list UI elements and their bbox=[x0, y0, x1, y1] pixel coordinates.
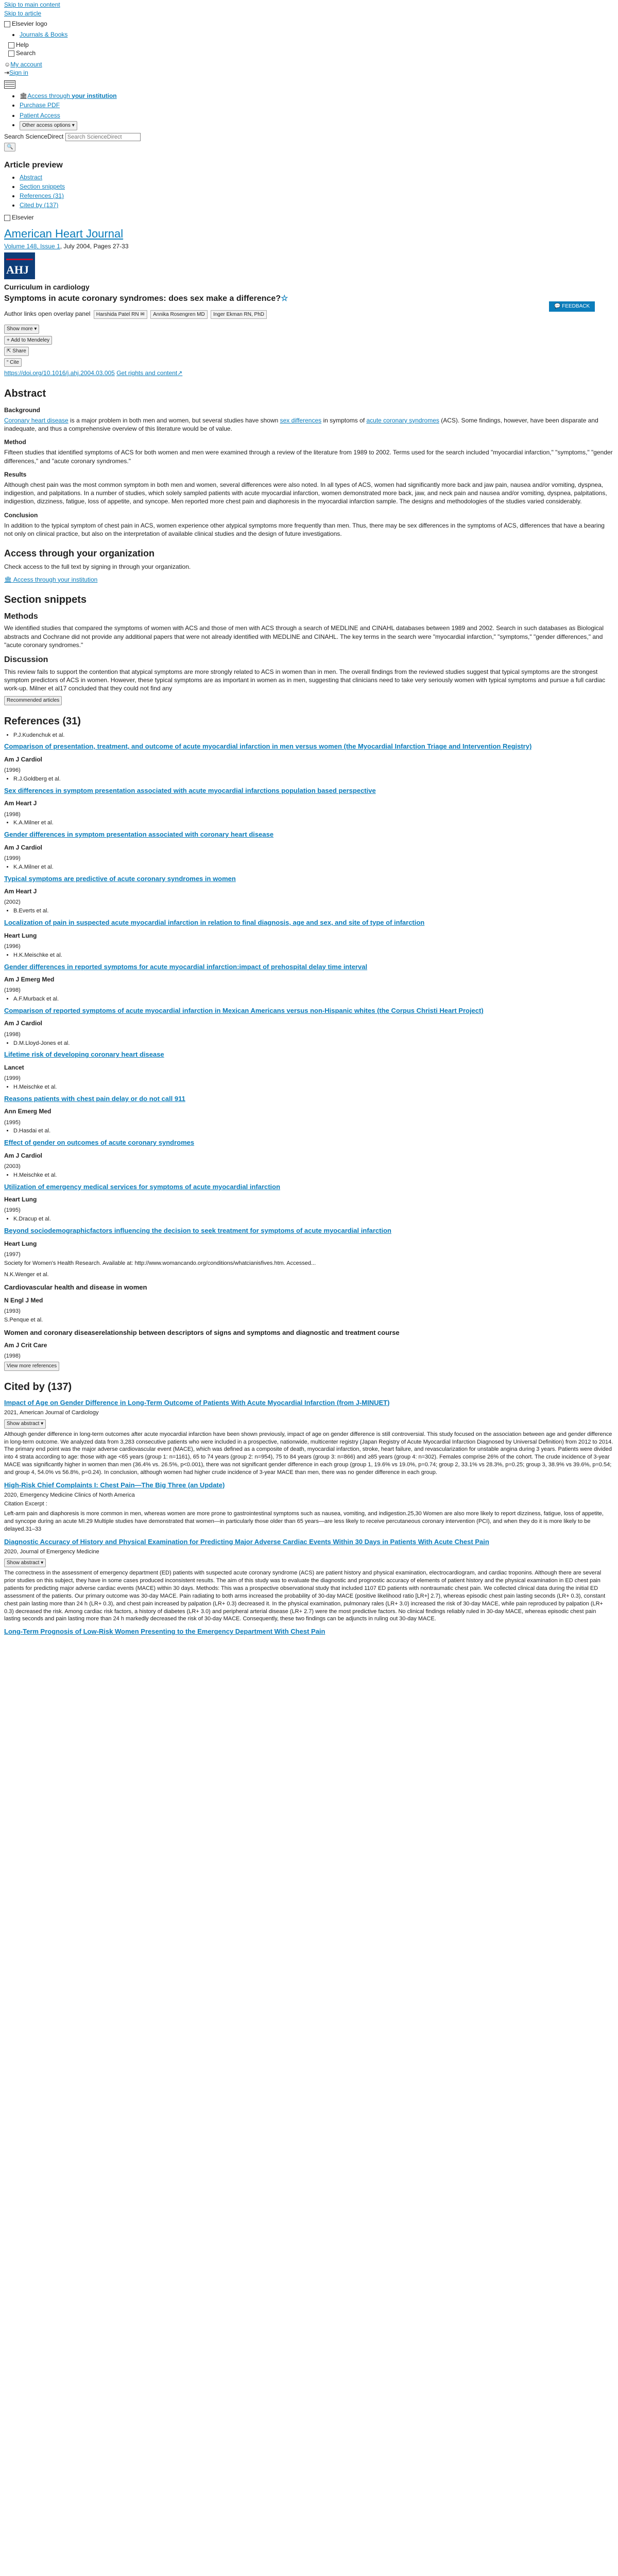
author-chip[interactable] bbox=[150, 310, 208, 319]
view-more-references-button[interactable] bbox=[4, 1362, 59, 1371]
discussion-heading: Discussion bbox=[4, 655, 48, 664]
reference-journal: Am Heart J bbox=[4, 800, 37, 807]
search-submit-button[interactable] bbox=[4, 142, 614, 152]
reference-year: (2003) bbox=[4, 1163, 21, 1170]
conclusion-heading: Conclusion bbox=[4, 511, 38, 519]
date-pages: , July 2004, Pages 27-33 bbox=[60, 243, 129, 250]
share-icon: ⇱ bbox=[7, 348, 11, 354]
search-icon: 🔍 bbox=[4, 143, 15, 152]
journal-cover-image[interactable] bbox=[4, 252, 35, 279]
logo-alt-text: Elsevier logo bbox=[12, 20, 47, 28]
author-chip[interactable] bbox=[94, 310, 147, 319]
reference-item bbox=[4, 907, 614, 950]
reference-year: (1998) bbox=[4, 811, 21, 818]
reference-year: (1995) bbox=[4, 1119, 21, 1126]
feedback-button[interactable] bbox=[549, 301, 595, 312]
cited-by-heading: Cited by (137) bbox=[4, 1381, 72, 1393]
article-preview-heading: Article preview bbox=[4, 161, 63, 170]
skip-to-article-link[interactable]: Skip to article bbox=[4, 10, 42, 18]
broken-image-icon bbox=[4, 21, 10, 27]
show-abstract-button[interactable]: Show abstract ▾ bbox=[4, 1558, 46, 1568]
access-options-list bbox=[4, 92, 614, 109]
coronary-heart-disease-link[interactable]: Coronary heart disease bbox=[4, 416, 68, 424]
cited-article-link[interactable]: High-Risk Chief Complaints I: Chest Pain—The Big Three (an Update) bbox=[4, 1481, 225, 1489]
cited-abstract: Left-arm pain and diaphoresis is more common in men, whereas women are more prone to gastrointestinal symptoms such as nausea, vomiting, and indigestion.25,30 Women are also more likely to report dizziness, fatigue, loss of appetite, and syncope during an acute MI.29 Multiple studies have demonstrated that women—in particularly those older than 65 years—are less likely to receive percutaneous coronary intervention (PCI), and when they do it is more likely to be delayed.31–33 bbox=[4, 1511, 604, 1532]
reference-title-link[interactable]: Gender differences in symptom presentation associated with coronary heart disease bbox=[4, 831, 274, 839]
reference-year: (1995) bbox=[4, 1207, 21, 1214]
reference-journal: Ann Emerg Med bbox=[4, 1108, 52, 1115]
reference-year: (1999) bbox=[4, 855, 21, 861]
cited-abstract: The correctness in the assessment of emergency department (ED) patients with suspected acute coronary syndrome (ACS) are patient history and physical examination, electrocardiogram, and cardiac troponins. Although there are several prior studies on this subject, they have in some cases produced inconsistent results. The aim of this study was to evaluate the diagnostic and prognostic accuracy of elements of patient history and the physical examination in ED chest pain patients for predicting major adverse cardiac events (MACE) within 30 days. Methods: This was a prospective observational study that included 1107 ED patients with nontraumatic chest pain. We collected clinical data during the initial ED assessment of the patients. Our primary outcome was 30-day MACE. Pain radiating to both arms increased the probability of 30-day MACE (positive likelihood ratio [LR+] 2.7), whereas episodic chest pain lasting seconds (LR+ 0.3), constant chest pain lasting more than 24 h (LR+ 0.3), and chest pain increased by palpation (LR+ 0.3) decreased it. In the physical examination, pulmonary rales (LR+ 3.0) increased the risk of 30-day MACE, while pain reproduced by palpation (LR+ 0.3) decreased the risk. Among cardiac risk factors, a history of diabetes (LR+ 3.0) and peripheral arterial disease (LR+ 2.7) were the most predictive factors. No clinical findings reliably ruled in 30-day MACE, whereas episodic chest pain lasting seconds and pain lasting more than 24 h markedly decreased the risk of 30-day MACE. Consequently, these two findings can be adjuncts in ruling out 30-day MACE. bbox=[4, 1570, 606, 1622]
cited-source: 2020, Emergency Medicine Clinics of North America bbox=[4, 1492, 135, 1499]
chevron-down-icon: ▾ bbox=[72, 123, 75, 129]
external-link-icon: ↗ bbox=[177, 369, 183, 377]
reference-year: (1996) bbox=[4, 943, 21, 950]
star-icon[interactable]: ☆ bbox=[281, 294, 288, 303]
reference-journal: Am J Emerg Med bbox=[4, 976, 55, 984]
reference-journal: Am J Cardiol bbox=[4, 755, 43, 763]
article-title-text: Symptoms in acute coronary syndromes: does sex make a difference? bbox=[4, 294, 281, 303]
results-heading: Results bbox=[4, 470, 27, 478]
acs-link[interactable]: acute coronary syndromes bbox=[366, 416, 439, 424]
purchase-pdf-link[interactable]: Purchase PDF bbox=[20, 101, 60, 109]
reference-title: Cardiovascular health and disease in women bbox=[4, 1283, 147, 1292]
cited-by-item bbox=[4, 1627, 614, 1636]
reference-journal: Am J Cardiol bbox=[4, 843, 43, 851]
share-button[interactable] bbox=[4, 347, 29, 356]
search-bar bbox=[4, 132, 614, 141]
institution-icon: 🏛 bbox=[20, 92, 28, 99]
primary-nav bbox=[4, 30, 614, 39]
reference-item bbox=[4, 952, 614, 994]
access-institution-label: Access through your institution bbox=[13, 575, 98, 583]
references-heading: References (31) bbox=[4, 715, 81, 727]
reference-title-link[interactable]: Effect of gender on outcomes of acute coronary syndromes bbox=[4, 1139, 195, 1147]
reference-journal: Am J Crit Care bbox=[4, 1342, 47, 1349]
reference-title: Women and coronary diseaserelationship between descriptors of signs and symptoms and diagnostic and treatment course bbox=[4, 1328, 400, 1336]
reference-year: (1993) bbox=[4, 1308, 21, 1315]
reference-authors: • R.J.Goldberg et al. bbox=[13, 775, 614, 783]
reference-item bbox=[4, 1215, 614, 1258]
reference-title-link[interactable]: Gender differences in reported symptoms for acute myocardial infarction:impact of prehospital delay time interval bbox=[4, 962, 368, 971]
background-text bbox=[4, 416, 614, 433]
patient-access-link[interactable]: Patient Access bbox=[20, 111, 60, 119]
show-abstract-label: Show abstract bbox=[7, 1421, 40, 1427]
my-account-label: My account bbox=[10, 61, 42, 69]
envelope-icon: ✉ bbox=[140, 311, 145, 317]
reference-year: (2002) bbox=[4, 899, 21, 906]
reference-item bbox=[4, 1040, 614, 1082]
reference-journal: Am J Cardiol bbox=[4, 1151, 43, 1159]
reference-year: (1996) bbox=[4, 767, 21, 774]
cited-article-link[interactable]: Impact of Age on Gender Difference in Long-Term Outcome of Patients With Acute Myocardial Infarction (from J-MINUET) bbox=[4, 1398, 390, 1406]
sign-in-label: Sign in bbox=[9, 69, 28, 77]
search-label: Search bbox=[16, 49, 36, 57]
reference-journal: Am Heart J bbox=[4, 888, 37, 895]
reference-journal: Heart Lung bbox=[4, 931, 37, 939]
discussion-text: This review fails to support the contention that atypical symptoms are more strongly related to ACS in women than in men. The overall findings from the reviewed studies suggest that typical symptoms are the strongest symptom predictors of ACS in women. However, these typical symptoms are as important in women as in men, suggesting that clinicians need to take very seriously women with typical symptoms and pursue a full cardiac work-up. Milner et al17 concluded that they could not find any bbox=[4, 668, 606, 692]
author-name: Annika Rosengren MD bbox=[153, 311, 205, 317]
reference-title-link[interactable]: Comparison of presentation, treatment, and outcome of acute myocardial infarction in men versus women (the Myocardial Infarction Triage and Intervention Registry) bbox=[4, 742, 532, 751]
author-chip[interactable] bbox=[211, 310, 267, 319]
methods-heading: Methods bbox=[4, 612, 38, 621]
access-institution-button[interactable] bbox=[4, 576, 97, 583]
journal-logo-text: AHJ bbox=[6, 263, 29, 276]
reference-journal: Am J Cardiol bbox=[4, 1020, 43, 1027]
background-text-part: is a major problem in both men and women, but several studies have shown bbox=[68, 416, 280, 424]
search-input[interactable] bbox=[65, 133, 141, 141]
reference-source: Society for Women's Health Research. Available at: http://www.womancando.org/conditions/whatcianisfives.htm. Accessed... bbox=[4, 1260, 316, 1266]
reference-authors: • K.Dracup et al. bbox=[13, 1215, 614, 1223]
cited-by-item bbox=[4, 1537, 614, 1623]
reference-title-link[interactable]: Beyond sociodemographicfactors influencing the decision to seek treatment for symptoms of acute myocardial infarction bbox=[4, 1227, 391, 1235]
access-institution-item[interactable] bbox=[20, 92, 614, 100]
my-account-link[interactable] bbox=[4, 60, 614, 69]
reference-year: (1998) bbox=[4, 987, 21, 994]
reference-item bbox=[4, 775, 614, 818]
method-heading: Method bbox=[4, 438, 26, 446]
reference-authors: S.Penque et al. bbox=[4, 1316, 43, 1323]
cited-source: 2020, Journal of Emergency Medicine bbox=[4, 1549, 99, 1555]
reference-item bbox=[4, 732, 614, 774]
cited-abstract: Although gender difference in long-term outcomes after acute myocardial infarction have been shown previously, impact of age on gender difference is still controversial. This study focused on the association between age and gender difference in long-term outcome. We analyzed data from 3,283 consecutive patients who were included in a prospective, nationwide, multicenter registry (Japan Registry of Acute Myocardial Infarction Diagnosed by Universal Definition) from 2012 to 2014. The primary end point was the major adverse cardiovascular event (MACE), which was defined as a composite of death, myocardial infarction, stroke, heart failure, and revascularization for unstable angina during 3 years. Patients were divided into 4 strata according to age: those with age <65 years (group 1: n=1161), 65 to 74 years (group 2: n=954), 75 to 84 years (group 3: n=866) and ≥85 years (group 4: n=302). Females comprise 26% of the cohort. The crude incidence of 3-year MACE was significantly higher in women than men (36.4% vs. 26.5%, p<0.001), there was not significant gender difference in each group (group 1, 19.6% vs 19.0%, p=0.74; group 2, 33.1% vs 28.3%, p=0.25; group 3, 38.9% vs 39.6%, p=0.54; and group 4, 54.0% vs 56.8%, p=0.24). In conclusion, although women had higher crude incidence of 3-year MACE than men, there was no gender difference in each group. bbox=[4, 1431, 613, 1476]
reference-item bbox=[4, 1172, 614, 1214]
cited-by-item bbox=[4, 1481, 614, 1533]
reference-title-link[interactable]: Comparison of reported symptoms of acute myocardial infarction in Mexican Americans versus non-Hispanic whites (the Corpus Christi Heart Project) bbox=[4, 1006, 484, 1014]
show-abstract-label: Show abstract bbox=[7, 1560, 40, 1566]
sex-differences-link[interactable]: sex differences bbox=[280, 416, 322, 424]
reference-item bbox=[4, 863, 614, 906]
sign-in-link[interactable] bbox=[4, 69, 614, 77]
skip-to-main-link[interactable]: Skip to main content bbox=[4, 1, 60, 8]
journals-books-link[interactable]: Journals & Books bbox=[20, 30, 68, 38]
search-button[interactable] bbox=[8, 49, 614, 57]
plus-icon: + bbox=[7, 337, 10, 343]
methods-text: We identified studies that compared the symptoms of women with ACS and those of men with ACS through a search of MEDLINE and CINAHL databases between 1989 and 2002. Search in such databases as Biological abstracts and Cochrane did not provide any additional papers that were not already identified with MEDLINE and CINAHL. The key terms in the search were "myocardial infarction," "symptoms," "gender differences," and "acute coronary syndromes." bbox=[4, 624, 604, 649]
article-category: Curriculum in cardiology bbox=[4, 283, 90, 292]
your-institution-text: your institution bbox=[72, 92, 117, 99]
publisher-logo[interactable] bbox=[4, 213, 614, 222]
access-org-text: Check access to the full text by signing in through your organization. bbox=[4, 563, 191, 571]
author-name: Harshida Patel RN bbox=[96, 311, 139, 317]
abstract-link[interactable]: Abstract bbox=[20, 173, 43, 181]
chat-icon: 💬 bbox=[554, 303, 561, 309]
reference-journal: Heart Lung bbox=[4, 1196, 37, 1204]
doi-link[interactable]: https://doi.org/10.1016/j.ahj.2004.03.005 bbox=[4, 369, 115, 377]
background-text-part: (ACS). Some findings, however, have been disparate and inadequate, and thus a comprehensive overview of this literature would be of value. bbox=[4, 416, 598, 433]
journal-title-link[interactable]: American Heart Journal bbox=[4, 227, 124, 240]
reference-authors: • K.A.Milner et al. bbox=[13, 863, 614, 871]
results-text: Although chest pain was the most common symptom in both men and women, several differences were also noted. In all types of ACS, women had significantly more back and jaw pain, nausea and/or vomiting, dyspnea, indigestion, and palpitations. In a number of studies, which solely sampled patients with acute myocardial infarction, women demonstrated more back, jaw, and neck pain and nausea and/or vomiting, dyspnea, palpitations, indigestion, dizziness, fatigue, loss of appetite, and syncope. Men reported more chest pain and diaphoresis in the myocardial infarction sample. The designs and methodologies of the studies varied considerably. bbox=[4, 481, 607, 505]
method-text: Fifteen studies that identified symptoms of ACS for both women and men were examined through a review of the literature from 1989 to 2002. Terms used for the search included "myocardial infarction," "symptoms," "gender differences," and "acute coronary syndromes." bbox=[4, 449, 613, 465]
background-heading: Background bbox=[4, 406, 41, 414]
reference-journal: Lancet bbox=[4, 1063, 24, 1071]
article-title bbox=[4, 293, 614, 304]
broken-image-icon bbox=[4, 215, 10, 221]
citation-excerpt-label: Citation Excerpt : bbox=[4, 1501, 47, 1507]
reference-item bbox=[4, 995, 614, 1038]
access-through-text: Access through bbox=[27, 92, 70, 99]
rights-link[interactable] bbox=[116, 369, 182, 377]
view-more-label: View more references bbox=[7, 1363, 57, 1369]
reference-title-link[interactable]: Localization of pain in suspected acute myocardial infarction in relation to final diagnosis, age and sex, and site of type of infarction bbox=[4, 919, 425, 927]
quote-icon: “ bbox=[7, 359, 9, 365]
feedback-label: FEEDBACK bbox=[562, 303, 590, 309]
references-link[interactable]: References (31) bbox=[20, 192, 64, 200]
help-label: Help bbox=[16, 41, 29, 48]
cited-by-list bbox=[4, 1398, 614, 1636]
reference-authors: • K.A.Milner et al. bbox=[13, 819, 614, 827]
recommended-articles-button[interactable]: Recommended articles bbox=[4, 696, 62, 705]
background-text-part: in symptoms of bbox=[321, 416, 367, 424]
other-access-options-label: Other access options bbox=[22, 123, 71, 129]
menu-toggle-button[interactable] bbox=[4, 80, 15, 89]
reference-journal: Heart Lung bbox=[4, 1240, 37, 1247]
elsevier-logo-image[interactable] bbox=[4, 20, 614, 28]
rights-label: Get rights and content bbox=[116, 369, 178, 377]
cited-by-link[interactable]: Cited by (137) bbox=[20, 201, 59, 209]
journal-issue bbox=[4, 242, 614, 250]
reference-title-link[interactable]: Sex differences in symptom presentation associated with acute myocardial infarctions population based perspective bbox=[4, 786, 376, 794]
reference-year: (1998) bbox=[4, 1353, 21, 1360]
other-access-options-button[interactable] bbox=[20, 121, 77, 130]
patient-access-list bbox=[4, 111, 614, 130]
reference-item bbox=[4, 1127, 614, 1170]
section-snippets-heading: Section snippets bbox=[4, 594, 87, 605]
reference-year: (1997) bbox=[4, 1251, 21, 1258]
share-label: Share bbox=[12, 348, 26, 354]
cited-article-link[interactable]: Long-Term Prognosis of Low-Risk Women Presenting to the Emergency Department With Chest Pain bbox=[4, 1628, 325, 1636]
author-list bbox=[4, 310, 614, 319]
help-icon bbox=[8, 42, 14, 48]
cited-article-link[interactable]: Diagnostic Accuracy of History and Physical Examination for Predicting Major Adverse Cardiac Events Within 30 Days in Patients With Acute Chest Pain bbox=[4, 1537, 489, 1546]
reference-item bbox=[4, 819, 614, 862]
user-icon: ☺ bbox=[4, 61, 11, 69]
institution-icon: 🏛 bbox=[4, 575, 12, 583]
reference-year: (1999) bbox=[4, 1075, 21, 1082]
sign-in-icon: ⇥ bbox=[4, 69, 10, 77]
conclusion-text: In addition to the typical symptom of chest pain in ACS, women experience other atypical symptoms more frequently than men. Thus, there may be sex differences in the symptoms of ACS, differences that have a bearing not only on clinical practice, but also on the interpretation of available clinical studies and the design of future investigations. bbox=[4, 521, 605, 537]
abstract-heading: Abstract bbox=[4, 387, 46, 399]
elsevier-logo-text: Elsevier bbox=[12, 214, 34, 222]
author-name: Inger Ekman RN, PhD bbox=[213, 311, 264, 317]
add-to-mendeley-button[interactable] bbox=[4, 336, 52, 345]
search-icon bbox=[8, 50, 14, 57]
reference-authors: • P.J.Kudenchuk et al. bbox=[13, 732, 614, 739]
help-button[interactable] bbox=[8, 41, 614, 49]
reference-authors: N.K.Wenger et al. bbox=[4, 1272, 49, 1278]
reference-year: (1998) bbox=[4, 1031, 21, 1038]
search-label-text: Search ScienceDirect bbox=[4, 132, 64, 140]
article-preview-list bbox=[4, 173, 614, 210]
reference-authors: • H.Meischke et al. bbox=[13, 1172, 614, 1179]
access-org-heading: Access through your organization bbox=[4, 548, 155, 559]
reference-authors: • H.K.Meischke et al. bbox=[13, 952, 614, 959]
reference-title-link[interactable]: Utilization of emergency medical services for symptoms of acute myocardial infarction bbox=[4, 1182, 281, 1191]
add-mendeley-label: Add to Mendeley bbox=[11, 337, 50, 343]
reference-item bbox=[4, 1083, 614, 1126]
show-more-button[interactable]: Show more ▾ bbox=[4, 325, 39, 334]
cite-label: Cite bbox=[10, 359, 19, 365]
author-links-label: Author links open overlay panel bbox=[4, 310, 91, 317]
reference-authors: • H.Meischke et al. bbox=[13, 1083, 614, 1091]
show-more-label: Show more bbox=[7, 326, 33, 332]
reference-authors: • B.Everts et al. bbox=[13, 907, 614, 915]
cited-by-item bbox=[4, 1398, 614, 1477]
reference-title-link[interactable]: Typical symptoms are predictive of acute coronary syndromes in women bbox=[4, 874, 236, 883]
reference-authors: • A.F.Murback et al. bbox=[13, 995, 614, 1003]
cited-source: 2021, American Journal of Cardiology bbox=[4, 1410, 99, 1416]
reference-authors: • D.M.Lloyd-Jones et al. bbox=[13, 1040, 614, 1047]
reference-authors: • D.Hasdai et al. bbox=[13, 1127, 614, 1135]
section-snippets-link[interactable]: Section snippets bbox=[20, 182, 65, 190]
cite-button[interactable] bbox=[4, 358, 22, 367]
reference-journal: N Engl J Med bbox=[4, 1296, 43, 1304]
references-list bbox=[4, 732, 614, 1259]
access-through-link[interactable] bbox=[27, 92, 116, 99]
show-abstract-button[interactable]: Show abstract ▾ bbox=[4, 1419, 46, 1429]
reference-title-link[interactable]: Lifetime risk of developing coronary heart disease bbox=[4, 1050, 164, 1059]
reference-title-link[interactable]: Reasons patients with chest pain delay or do not call 911 bbox=[4, 1094, 185, 1103]
volume-link[interactable]: Volume 148, Issue 1 bbox=[4, 243, 60, 250]
